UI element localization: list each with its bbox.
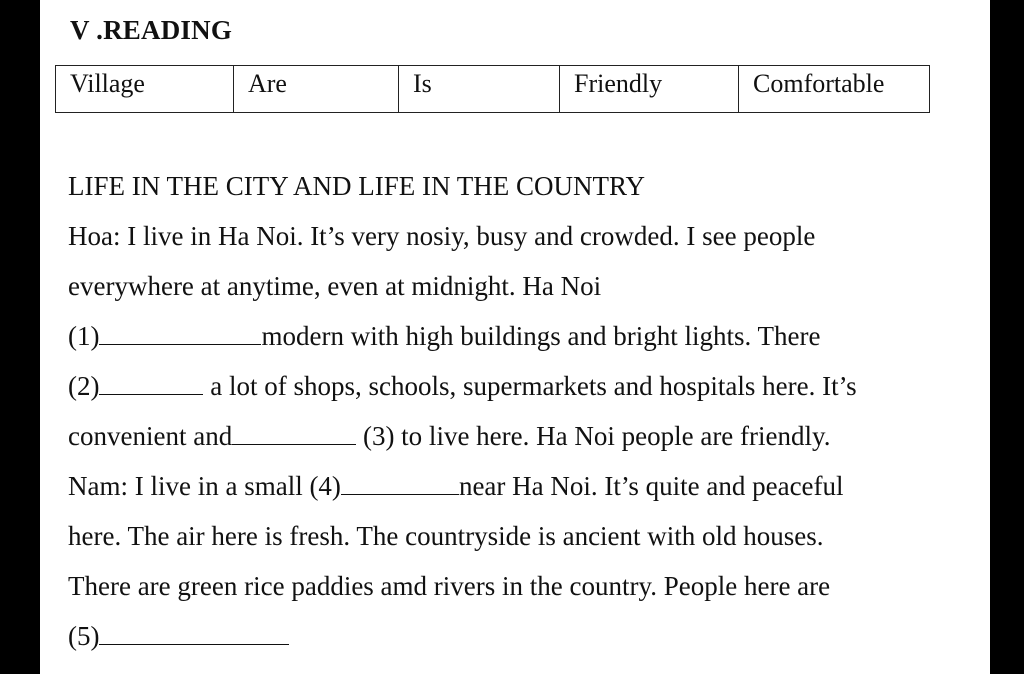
answer-blank-2[interactable] xyxy=(99,372,203,395)
answer-blank-1[interactable] xyxy=(99,322,261,345)
word-bank-cell: Is xyxy=(399,66,560,113)
passage-text: Nam: I live in a small (4) xyxy=(68,471,341,501)
passage-line xyxy=(68,461,968,511)
passage-title: LIFE IN THE CITY AND LIFE IN THE COUNTRY xyxy=(68,171,645,201)
word-bank-row xyxy=(56,66,930,113)
passage-line xyxy=(68,311,968,361)
word-bank-cell: Village xyxy=(56,66,234,113)
passage-text: modern with high buildings and bright lights. There xyxy=(261,321,821,351)
answer-blank-4[interactable] xyxy=(341,472,459,495)
passage-line: Hoa: I live in Ha Noi. It’s very nosiy, busy and crowded. I see people xyxy=(68,221,816,251)
blank-number: (5) xyxy=(68,621,100,651)
passage-text: near Ha Noi. It’s quite and peaceful xyxy=(458,471,844,501)
word-bank-cell: Comfortable xyxy=(739,66,930,113)
passage-text: a lot of shops, schools, supermarkets and hospitals here. It’s xyxy=(203,371,857,401)
blank-number: (2) xyxy=(68,371,100,401)
word-bank-cell: Friendly xyxy=(560,66,739,113)
passage-line xyxy=(68,611,968,661)
section-heading: V .READING xyxy=(70,15,233,45)
passage-line xyxy=(68,361,968,411)
word-bank-table xyxy=(55,65,930,113)
passage-line: everywhere at anytime, even at midnight. Ha Noi xyxy=(68,271,602,301)
reading-passage xyxy=(68,161,968,661)
blank-number: (1) xyxy=(68,321,100,351)
passage-line: There are green rice paddies amd rivers in the country. People here are xyxy=(68,571,831,601)
passage-text: convenient and xyxy=(68,421,233,451)
word-bank-cell: Are xyxy=(234,66,399,113)
passage-line: here. The air here is fresh. The countryside is ancient with old houses. xyxy=(68,521,824,551)
worksheet-page xyxy=(40,0,990,674)
passage-line xyxy=(68,411,968,461)
answer-blank-5[interactable] xyxy=(99,622,289,645)
passage-text: (3) to live here. Ha Noi people are friendly. xyxy=(356,421,831,451)
answer-blank-3[interactable] xyxy=(232,422,356,445)
